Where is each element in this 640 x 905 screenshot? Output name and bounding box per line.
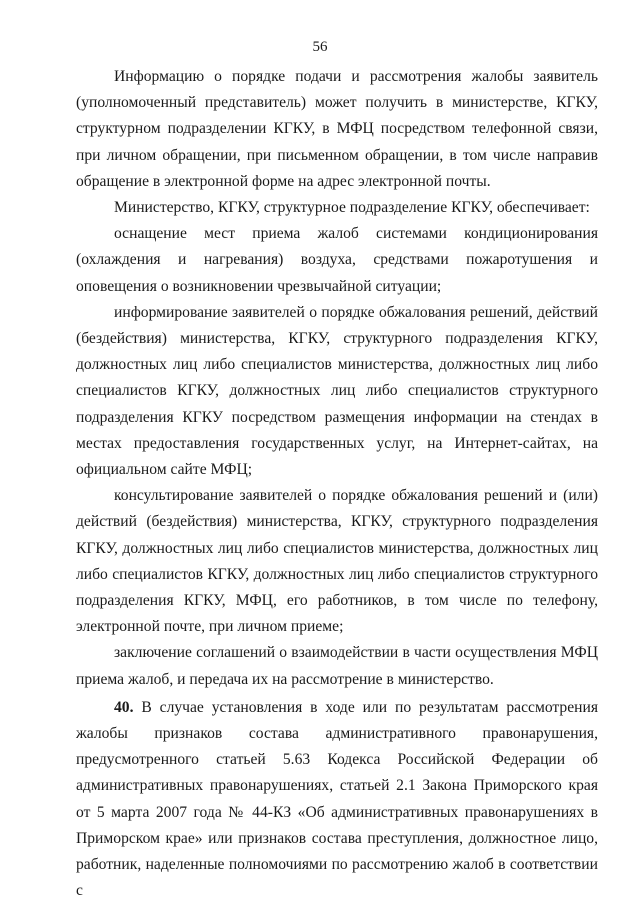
paragraph-agreements: заключение соглашений о взаимодействии в части осуществления МФЦ приема жалоб, и передача их на рассмотрение в министерство. [76,644,598,688]
document-body [76,64,598,905]
paragraph-complaint-info: Информацию о порядке подачи и рассмотрения жалобы заявитель (уполномоченный представитель) может получить в министерстве, КГКУ, структурном подразделении КГКУ, в МФЦ посредством телефонной связи, при личном обращении, при письменном обращении, в том числе направив обращение в электронной форме на адрес электронной почты. [76,68,598,190]
item-number: 40. [114,698,134,716]
paragraph-equipment: оснащение мест приема жалоб системами кондиционирования (охлаждения и нагревания) воздуха, средствами пожаротушения и оповещения о возникновении чрезвычайной ситуации; [76,225,598,295]
item-40-text: В случае установления в ходе или по результатам рассмотрения жалобы признаков состава административного правонарушения, предусмотренного статьей 5.63 Кодекса Российской Федерации об административных правонарушениях, статьей 2.1 Закона Приморского края от 5 марта 2007 года № 44-КЗ «Об административных правонарушениях в Приморском крае» или признаков состава преступления, должностное лицо, работник, наделенные полномочиями по рассмотрению жалоб в соответствии с [76,698,598,900]
paragraph-ministry-ensures: Министерство, КГКУ, структурное подразделение КГКУ, обеспечивает: [114,199,590,217]
paragraph-consulting: консультирование заявителей о порядке обжалования решений и (или) действий (бездействия) министерства, КГКУ, структурного подразделения КГКУ, должностных лиц либо специалистов министерства, должностных лиц либо специалистов КГКУ, должностных лиц либо специалистов структурного подразделения КГКУ, МФЦ, его работников, в том числе по телефону, электронной почте, при личном приеме; [76,487,598,636]
paragraph-informing: информирование заявителей о порядке обжалования решений, действий (бездействия) министерства, КГКУ, структурного подразделения КГКУ, должностных лиц либо специалистов министерства, должностных лиц либо специалистов КГКУ, должностных лиц либо специалистов структурного подразделения КГКУ посредством размещения информации на стендах в местах предоставления государственных услуг, на Интернет-сайтах, на официальном сайте МФЦ; [76,303,598,479]
page-number: 56 [312,39,328,55]
paragraph-item-40 [76,695,598,905]
